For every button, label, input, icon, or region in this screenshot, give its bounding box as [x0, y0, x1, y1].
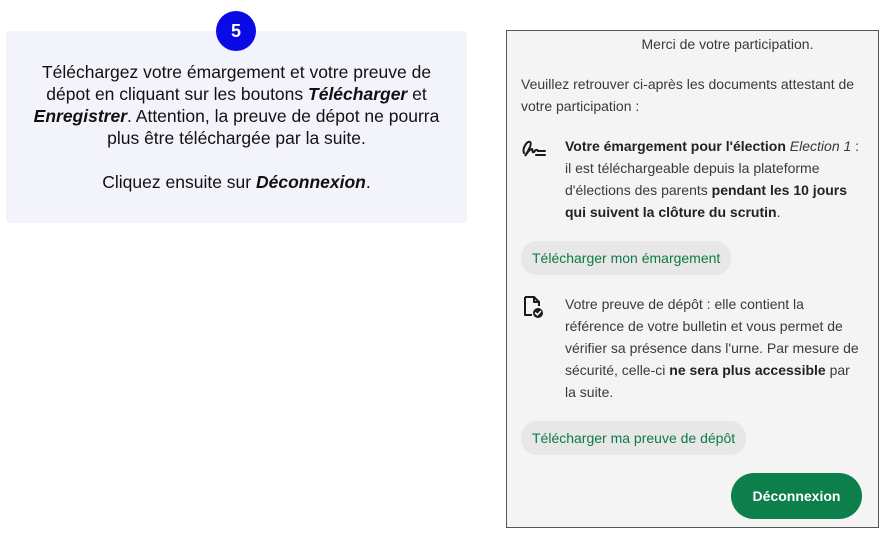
- save-keyword: Enregistrer: [33, 106, 128, 126]
- logout-keyword: Déconnexion: [255, 172, 366, 192]
- file-check-icon: [521, 293, 565, 403]
- instruction-paragraph: Téléchargez votre émargement et votre preuve de dépot en cliquant sur les boutons Télécharger et Enregistrer. Attention, la preuve de dépot ne pourra plus être téléchargée par la suite.: [33, 62, 440, 148]
- emargement-text: Votre émargement pour l'élection Election 1 : il est téléchargeable depuis la plateforme d'élections des parents pendant les 10 jours qui suivent la clôture du scrutin.: [565, 138, 860, 220]
- step-number-badge: 5: [216, 11, 256, 51]
- logout-button[interactable]: Déconnexion: [731, 473, 862, 519]
- emargement-block: [521, 135, 864, 223]
- thanks-message: Merci de votre participation.: [641, 36, 814, 52]
- download-emargement-button[interactable]: Télécharger mon émargement: [521, 241, 731, 275]
- download-preuve-button[interactable]: Télécharger ma preuve de dépôt: [521, 421, 746, 455]
- intro-text: Veuillez retrouver ci-après les documents attestant de votre participation :: [521, 76, 855, 114]
- confirmation-screen: [506, 30, 879, 528]
- preuve-text: Votre preuve de dépôt : elle contient la référence de votre bulletin et vous permet de vérifier sa présence dans l'urne. Par mesure de sécurité, celle-ci ne sera plus accessible par la suite.: [565, 296, 859, 400]
- download-keyword: Télécharger: [308, 84, 408, 104]
- preuve-block: [521, 293, 864, 403]
- logout-instruction: Cliquez ensuite sur Déconnexion.: [102, 172, 371, 192]
- instruction-card: [6, 31, 467, 223]
- signature-icon: [521, 135, 565, 223]
